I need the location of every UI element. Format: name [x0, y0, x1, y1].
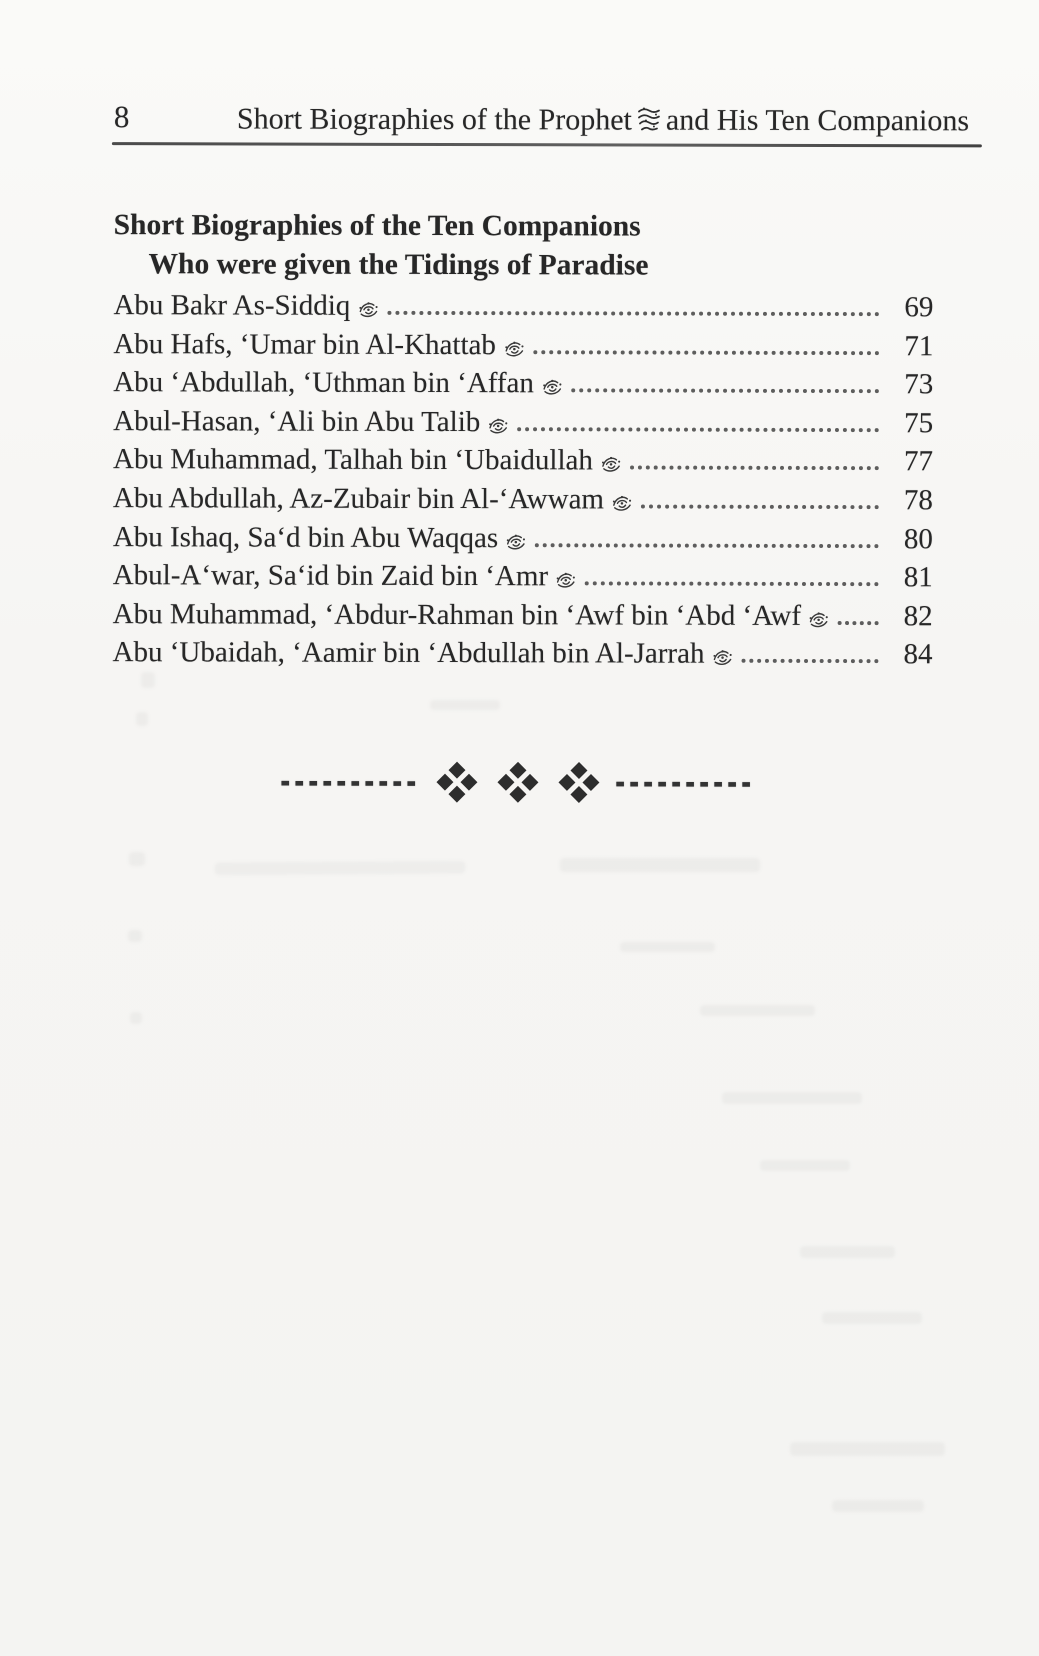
diamond-ornament-icon: [499, 762, 536, 802]
dotted-leader: [517, 425, 879, 432]
companion-honorific-icon: [503, 339, 525, 362]
companion-name: Abu Hafs, ‘Umar bin Al-Khattab: [113, 327, 496, 361]
dotted-leader: [533, 348, 879, 355]
companion-honorific-icon: [600, 455, 622, 478]
dotted-leader: [641, 502, 879, 509]
toc-page-number: 69: [904, 291, 934, 324]
toc-entry: [113, 521, 933, 562]
prophet-honorific-icon: [636, 106, 662, 142]
toc-heading-line2: Who were given the Tidings of Paradise: [148, 247, 649, 282]
dotted-leader: [571, 387, 879, 394]
running-header-text-after: and His Ten Companions: [665, 103, 970, 138]
companion-honorific-icon: [711, 648, 733, 671]
companion-name: Abul-Hasan, ‘Ali bin Abu Talib: [113, 404, 481, 438]
toc-section-heading: [114, 206, 649, 284]
toc-entry: [113, 598, 933, 639]
companion-honorific-icon: [505, 532, 527, 555]
dotted-leader: [838, 619, 879, 625]
companion-honorific-icon: [487, 416, 509, 439]
companion-name: Abu ‘Abdullah, ‘Uthman bin ‘Affan: [113, 366, 534, 400]
companion-honorific-icon: [357, 300, 379, 323]
toc-entry: [113, 405, 933, 446]
divider-right-dashes: ----------: [615, 760, 756, 804]
diamond-ornament-icon: [438, 762, 475, 802]
toc-page-number: 73: [904, 368, 934, 401]
toc-entry: [113, 482, 933, 523]
toc-page-number: 75: [904, 406, 934, 440]
page-number: 8: [113, 99, 131, 135]
toc-entry: [112, 636, 932, 677]
running-header-text-before: Short Biographies of the Prophet: [236, 102, 632, 137]
dotted-leader: [535, 541, 879, 548]
companion-honorific-icon: [611, 493, 633, 516]
companion-name: Abu Ishaq, Sa‘d bin Abu Waqqas: [112, 520, 499, 554]
header-rule: [112, 142, 982, 147]
dotted-leader: [630, 464, 879, 471]
toc-page-number: 84: [903, 638, 933, 671]
running-header-title: [236, 100, 970, 138]
toc-entry: [113, 328, 933, 369]
companion-honorific-icon: [555, 570, 577, 593]
toc-entry: [113, 444, 933, 485]
toc-page-number: 77: [904, 445, 934, 478]
companion-name: Abu Abdullah, Az-Zubair bin Al-‘Awwam: [112, 482, 605, 516]
section-divider: [0, 757, 1037, 808]
divider-left-dashes: ----------: [280, 759, 421, 803]
toc-entry: [113, 366, 933, 407]
companion-honorific-icon: [808, 610, 830, 633]
companion-name: Abu Muhammad, ‘Abdur-Rahman bin ‘Awf bin ‘Abd ‘Awf: [112, 597, 802, 632]
dotted-leader: [585, 580, 879, 587]
companion-honorific-icon: [541, 377, 563, 400]
toc-heading-line1: Short Biographies of the Ten Companions: [113, 209, 641, 243]
toc-page-number: 80: [903, 522, 933, 555]
companion-name: Abu ‘Ubaidah, ‘Aamir bin ‘Abdullah bin Al-Jarrah: [112, 636, 705, 671]
companion-name: Abu Muhammad, Talhah bin ‘Ubaidullah: [113, 443, 593, 477]
toc-page-number: 78: [903, 484, 933, 517]
companion-name: Abul-A‘war, Sa‘id bin Zaid bin ‘Amr: [112, 559, 549, 593]
dotted-leader: [387, 309, 879, 316]
toc-page-number: 82: [903, 599, 933, 633]
diamond-ornament-row: [438, 762, 597, 802]
toc-page-number: 71: [904, 329, 934, 362]
dotted-leader: [741, 657, 878, 663]
diamond-ornament-icon: [560, 762, 597, 802]
toc-list: [112, 289, 933, 677]
companion-name: Abu Bakr As-Siddiq: [113, 289, 351, 322]
toc-entry: [113, 289, 933, 330]
toc-page-number: 81: [903, 561, 933, 594]
toc-entry: [113, 559, 933, 600]
